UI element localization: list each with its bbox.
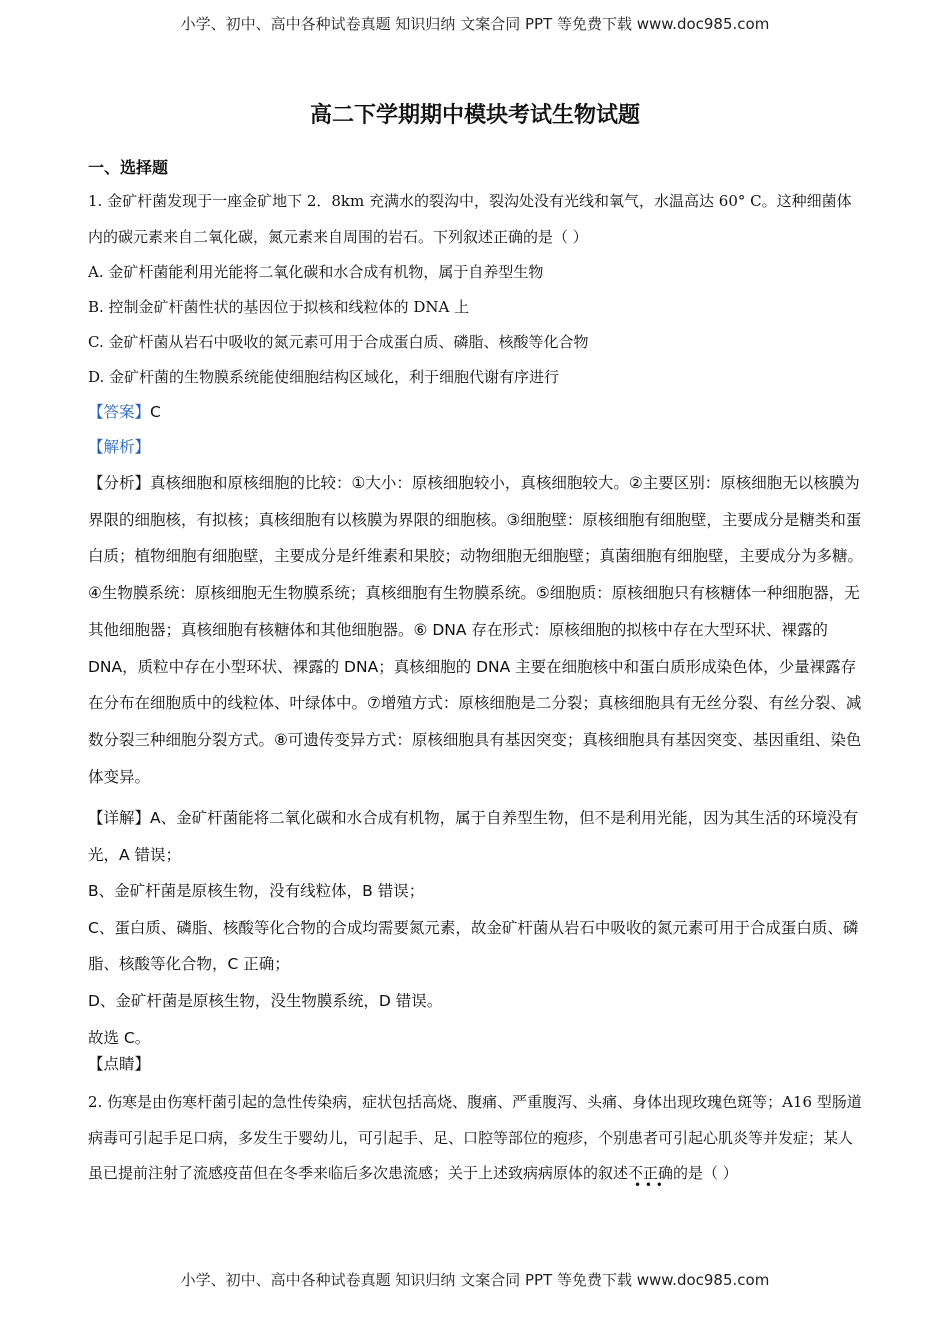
header-banner: 小学、初中、高中各种试卷真题 知识归纳 文案合同 PPT 等免费下载 www.doc985.com: [180, 15, 770, 33]
page-title: 高二下学期期中模块考试生物试题: [309, 102, 640, 128]
option-d: D. 金矿杆菌的生物膜系统能使细胞结构区域化，利于细胞代谢有序进行: [88, 368, 560, 386]
detail-line-d: D、金矿杆菌是原核生物，没生物膜系统，D 错误。: [88, 991, 443, 1010]
footer-banner: 小学、初中、高中各种试卷真题 知识归纳 文案合同 PPT 等免费下载 www.doc985.com: [180, 1271, 770, 1289]
emphasis-word: [628, 1164, 674, 1192]
answer-line: [88, 400, 161, 422]
option-c: C. 金矿杆菌从岩石中吸收的氮元素可用于合成蛋白质、磷脂、核酸等化合物: [88, 333, 589, 351]
detail-conclusion: 故选 C。: [88, 1028, 151, 1047]
question-1-stem: 1. 金矿杆菌发现于一座金矿地下 2．8km 充满水的裂沟中，裂沟处没有光线和氧气，水温高达 60° C。这种细菌体内的碳元素来自二氧化碳，氮元素来自周围的岩石。下列叙述正确的是（ ）: [88, 192, 852, 246]
option-b: B. 控制金矿杆菌性状的基因位于拟核和线粒体的 DNA 上: [88, 298, 470, 316]
detail-line-a: 【详解】A、金矿杆菌能将二氧化碳和水合成有机物，属于自养型生物，但不是利用光能，因为其生活的环境没有光，A 错误；: [88, 809, 859, 864]
question-2-tail: 的是（ ）: [673, 1164, 738, 1182]
detail-section: [88, 800, 864, 1056]
detail-line-b: B、金矿杆菌是原核生物，没有线粒体，B 错误；: [88, 882, 425, 901]
dianjing-label: 【点睛】: [88, 1055, 151, 1073]
section-heading: 一、选择题: [88, 158, 169, 177]
answer-value: C: [150, 403, 161, 421]
analysis-label: 【解析】: [88, 438, 151, 456]
question-2-stem: [88, 1085, 864, 1192]
emphasis-dots: • • •: [634, 1178, 663, 1192]
detail-line-c: C、蛋白质、磷脂、核酸等化合物的合成均需要氮元素，故金矿杆菌从岩石中吸收的氮元素可用于合成蛋白质、磷脂、核酸等化合物，C 正确；: [88, 918, 859, 974]
option-a: A. 金矿杆菌能利用光能将二氧化碳和水合成有机物，属于自养型生物: [88, 263, 544, 281]
emphasis-text: 不正确: [628, 1164, 674, 1182]
question-2-stem-text: 2. 伤寒是由伤寒杆菌引起的急性传染病，症状包括高烧、腹痛、严重腹泻、头痛、身体出现玫瑰色斑等；A16 型肠道病毒可引起手足口病，多发生于婴幼儿，可引起手、足、口腔等部位的疱疹，个别患者可引起心肌炎等并发症；某人虽已提前注射了流感疫苗但在冬季来临后多次患流感；关于上述致病病原体的叙述: [88, 1093, 862, 1182]
analysis-label-line: [88, 435, 150, 457]
answer-label: 【答案】: [88, 403, 151, 421]
analysis-text: 【分析】真核细胞和原核细胞的比较：①大小：原核细胞较小，真核细胞较大。②主要区别：原核细胞无以核膜为界限的细胞核，有拟核；真核细胞有以核膜为界限的细胞核。③细胞壁：原核细胞有细胞壁，主要成分是糖类和蛋白质；植物细胞有细胞壁，主要成分是纤维素和果胶；动物细胞无细胞壁；真菌细胞有细胞壁，主要成分为多糖。④生物膜系统：原核细胞无生物膜系统；真核细胞有生物膜系统。⑤细胞质：原核细胞只有核糖体一种细胞器，无其他细胞器；真核细胞有核糖体和其他细胞器。⑥ DNA 存在形式：原核细胞的拟核中存在大型环状、裸露的 DNA，质粒中存在小型环状、裸露的 DNA；真核细胞的 DNA 主要在细胞核中和蛋白质形成染色体，少量裸露存在分布在细胞质中的线粒体、叶绿体中。⑦增殖方式：原核细胞是二分裂；真核细胞具有无丝分裂、有丝分裂、减数分裂三种细胞分裂方式。⑧可遗传变异方式：原核细胞具有基因突变；真核细胞具有基因突变、基因重组、染色体变异。: [88, 474, 864, 786]
question-1-options: [88, 255, 864, 395]
